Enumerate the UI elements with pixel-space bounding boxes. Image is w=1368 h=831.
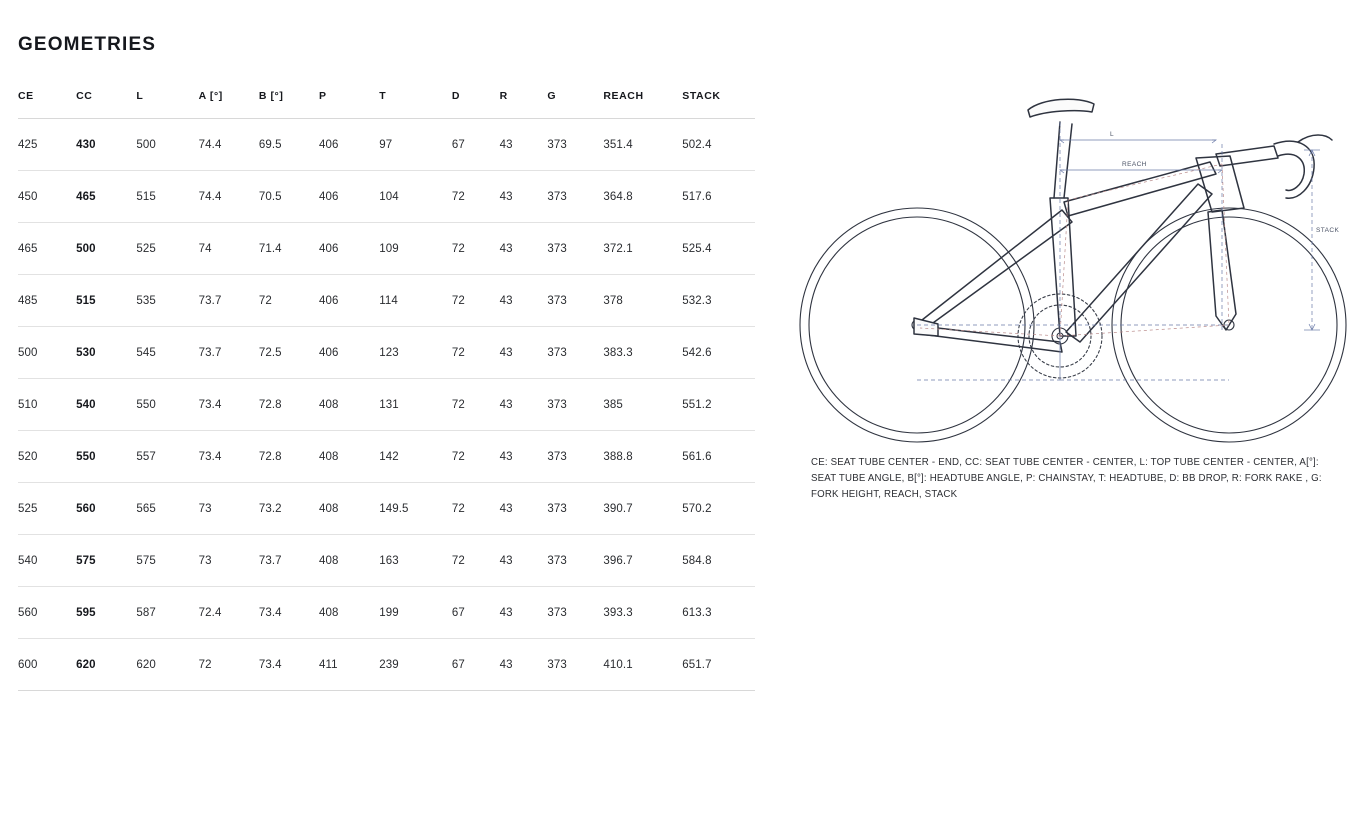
cell-ce: 510 xyxy=(18,379,76,431)
cell-b: 72.8 xyxy=(259,379,319,431)
cell-t: 97 xyxy=(379,119,452,171)
cell-r: 43 xyxy=(500,431,548,483)
label-reach: REACH xyxy=(1122,161,1147,168)
cell-l: 575 xyxy=(136,535,198,587)
column-header-stack: STACK xyxy=(682,90,755,119)
table-row xyxy=(18,587,755,639)
cell-stack: 570.2 xyxy=(682,483,755,535)
cell-g: 373 xyxy=(547,587,603,639)
table-row xyxy=(18,535,755,587)
cell-l: 545 xyxy=(136,327,198,379)
cell-b: 69.5 xyxy=(259,119,319,171)
cell-d: 67 xyxy=(452,119,500,171)
cell-t: 104 xyxy=(379,171,452,223)
cell-p: 406 xyxy=(319,327,379,379)
cell-stack: 517.6 xyxy=(682,171,755,223)
cell-cc: 515 xyxy=(76,275,136,327)
table-row xyxy=(18,327,755,379)
cell-t: 239 xyxy=(379,639,452,691)
column-header-cc: CC xyxy=(76,90,136,119)
cell-r: 43 xyxy=(500,223,548,275)
cell-r: 43 xyxy=(500,587,548,639)
column-header-ce: CE xyxy=(18,90,76,119)
cell-reach: 410.1 xyxy=(603,639,682,691)
cell-a: 73.7 xyxy=(199,327,259,379)
cell-p: 406 xyxy=(319,119,379,171)
cell-ce: 540 xyxy=(18,535,76,587)
cell-b: 72 xyxy=(259,275,319,327)
cell-d: 67 xyxy=(452,639,500,691)
cell-d: 72 xyxy=(452,483,500,535)
cell-r: 43 xyxy=(500,379,548,431)
cell-a: 73 xyxy=(199,483,259,535)
cell-l: 587 xyxy=(136,587,198,639)
cell-a: 73 xyxy=(199,535,259,587)
cell-d: 67 xyxy=(452,587,500,639)
cell-p: 408 xyxy=(319,431,379,483)
cell-reach: 390.7 xyxy=(603,483,682,535)
cell-ce: 500 xyxy=(18,327,76,379)
column-header-p: P xyxy=(319,90,379,119)
cell-b: 70.5 xyxy=(259,171,319,223)
cell-p: 408 xyxy=(319,587,379,639)
cell-b: 73.2 xyxy=(259,483,319,535)
cell-t: 142 xyxy=(379,431,452,483)
cell-g: 373 xyxy=(547,171,603,223)
cell-r: 43 xyxy=(500,171,548,223)
cell-cc: 465 xyxy=(76,171,136,223)
cell-r: 43 xyxy=(500,327,548,379)
cell-reach: 388.8 xyxy=(603,431,682,483)
cell-p: 411 xyxy=(319,639,379,691)
cell-l: 550 xyxy=(136,379,198,431)
cell-l: 565 xyxy=(136,483,198,535)
table-row xyxy=(18,379,755,431)
cell-reach: 385 xyxy=(603,379,682,431)
cell-a: 74 xyxy=(199,223,259,275)
cell-g: 373 xyxy=(547,119,603,171)
cell-r: 43 xyxy=(500,639,548,691)
table-row xyxy=(18,223,755,275)
cell-stack: 651.7 xyxy=(682,639,755,691)
column-header-t: T xyxy=(379,90,452,119)
cell-g: 373 xyxy=(547,379,603,431)
cell-cc: 550 xyxy=(76,431,136,483)
cell-b: 72.5 xyxy=(259,327,319,379)
cell-g: 373 xyxy=(547,483,603,535)
legend-text: CE: SEAT TUBE CENTER - END, CC: SEAT TUBE CENTER - CENTER, L: TOP TUBE CENTER - CENTER, A[°]: SEAT TUBE ANGLE, B[°]: HEADTUBE ANGLE, P: CHAINSTAY, T: HEADTUBE, D: BB DROP, R: FORK RAKE , G: FORK HEIGHT, REACH, STACK xyxy=(811,457,1322,500)
cell-l: 557 xyxy=(136,431,198,483)
cell-a: 73.7 xyxy=(199,275,259,327)
cell-cc: 530 xyxy=(76,327,136,379)
table-row xyxy=(18,275,755,327)
cell-d: 72 xyxy=(452,431,500,483)
cell-ce: 520 xyxy=(18,431,76,483)
table-header-row xyxy=(18,90,755,119)
cell-b: 73.4 xyxy=(259,587,319,639)
cell-cc: 430 xyxy=(76,119,136,171)
cell-p: 408 xyxy=(319,483,379,535)
cell-ce: 560 xyxy=(18,587,76,639)
cell-b: 73.7 xyxy=(259,535,319,587)
cell-stack: 532.3 xyxy=(682,275,755,327)
cell-stack: 613.3 xyxy=(682,587,755,639)
cell-p: 408 xyxy=(319,379,379,431)
bike-geometry-diagram xyxy=(792,80,1362,450)
page-title: GEOMETRIES xyxy=(18,34,157,55)
column-header-r: R xyxy=(500,90,548,119)
cell-reach: 393.3 xyxy=(603,587,682,639)
cell-cc: 575 xyxy=(76,535,136,587)
cell-ce: 465 xyxy=(18,223,76,275)
table-row xyxy=(18,431,755,483)
cell-cc: 620 xyxy=(76,639,136,691)
cell-reach: 378 xyxy=(603,275,682,327)
table-row xyxy=(18,483,755,535)
table-row xyxy=(18,171,755,223)
cell-ce: 525 xyxy=(18,483,76,535)
cell-r: 43 xyxy=(500,535,548,587)
cell-t: 199 xyxy=(379,587,452,639)
cell-l: 535 xyxy=(136,275,198,327)
cell-cc: 595 xyxy=(76,587,136,639)
column-header-reach: REACH xyxy=(603,90,682,119)
label-stack: STACK xyxy=(1316,227,1340,234)
cell-p: 406 xyxy=(319,223,379,275)
table-header xyxy=(18,90,755,119)
table-row xyxy=(18,119,755,171)
column-header-b: B [°] xyxy=(259,90,319,119)
cell-g: 373 xyxy=(547,327,603,379)
column-header-a: A [°] xyxy=(199,90,259,119)
cell-reach: 364.8 xyxy=(603,171,682,223)
cell-a: 72 xyxy=(199,639,259,691)
cell-a: 72.4 xyxy=(199,587,259,639)
cell-cc: 540 xyxy=(76,379,136,431)
cell-r: 43 xyxy=(500,483,548,535)
cell-d: 72 xyxy=(452,171,500,223)
cell-l: 500 xyxy=(136,119,198,171)
cell-stack: 551.2 xyxy=(682,379,755,431)
cell-a: 74.4 xyxy=(199,119,259,171)
cell-cc: 560 xyxy=(76,483,136,535)
cell-reach: 351.4 xyxy=(603,119,682,171)
cell-g: 373 xyxy=(547,535,603,587)
cell-d: 72 xyxy=(452,379,500,431)
cell-t: 149.5 xyxy=(379,483,452,535)
cell-t: 163 xyxy=(379,535,452,587)
cell-t: 109 xyxy=(379,223,452,275)
cell-t: 114 xyxy=(379,275,452,327)
cell-p: 406 xyxy=(319,275,379,327)
cell-d: 72 xyxy=(452,327,500,379)
cell-stack: 561.6 xyxy=(682,431,755,483)
cell-g: 373 xyxy=(547,639,603,691)
cell-l: 620 xyxy=(136,639,198,691)
cell-a: 73.4 xyxy=(199,431,259,483)
cell-t: 123 xyxy=(379,327,452,379)
cell-d: 72 xyxy=(452,275,500,327)
cell-ce: 600 xyxy=(18,639,76,691)
cell-b: 72.8 xyxy=(259,431,319,483)
cell-a: 74.4 xyxy=(199,171,259,223)
cell-stack: 525.4 xyxy=(682,223,755,275)
cell-reach: 383.3 xyxy=(603,327,682,379)
cell-cc: 500 xyxy=(76,223,136,275)
cell-d: 72 xyxy=(452,223,500,275)
column-header-l: L xyxy=(136,90,198,119)
cell-reach: 372.1 xyxy=(603,223,682,275)
cell-stack: 584.8 xyxy=(682,535,755,587)
cell-r: 43 xyxy=(500,275,548,327)
cell-p: 406 xyxy=(319,171,379,223)
cell-l: 515 xyxy=(136,171,198,223)
cell-d: 72 xyxy=(452,535,500,587)
cell-t: 131 xyxy=(379,379,452,431)
cell-g: 373 xyxy=(547,431,603,483)
cell-stack: 502.4 xyxy=(682,119,755,171)
cell-ce: 485 xyxy=(18,275,76,327)
geometry-table xyxy=(18,90,755,691)
cell-g: 373 xyxy=(547,275,603,327)
cell-ce: 425 xyxy=(18,119,76,171)
diagram-column xyxy=(780,0,1368,831)
column-header-g: G xyxy=(547,90,603,119)
cell-p: 408 xyxy=(319,535,379,587)
table-body xyxy=(18,119,755,691)
cell-reach: 396.7 xyxy=(603,535,682,587)
cell-r: 43 xyxy=(500,119,548,171)
cell-b: 71.4 xyxy=(259,223,319,275)
cell-stack: 542.6 xyxy=(682,327,755,379)
cell-ce: 450 xyxy=(18,171,76,223)
column-header-d: D xyxy=(452,90,500,119)
label-top-tube: L xyxy=(1110,131,1115,138)
cell-l: 525 xyxy=(136,223,198,275)
cell-a: 73.4 xyxy=(199,379,259,431)
cell-b: 73.4 xyxy=(259,639,319,691)
cell-g: 373 xyxy=(547,223,603,275)
table-row xyxy=(18,639,755,691)
